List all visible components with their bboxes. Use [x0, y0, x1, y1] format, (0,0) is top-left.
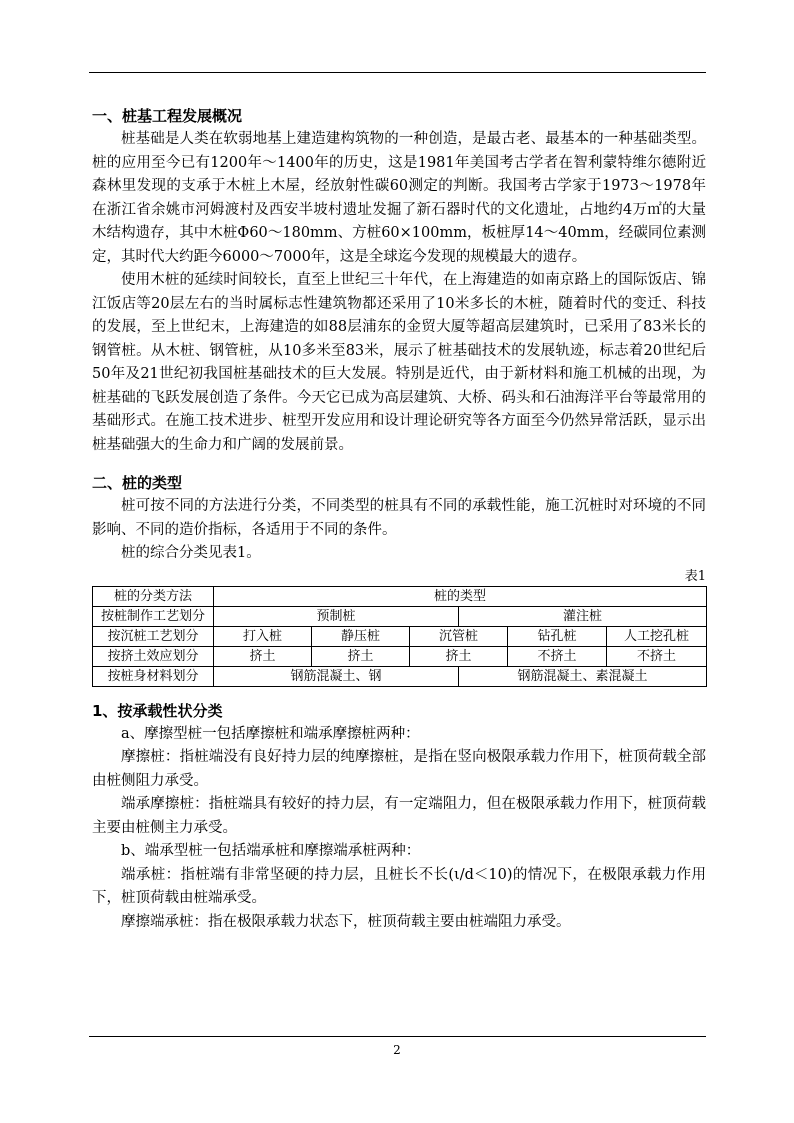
table-cell: 挤土	[214, 646, 312, 666]
table-cell: 桩的分类方法	[93, 586, 214, 606]
table-cell: 沉管桩	[410, 626, 508, 646]
table-cell: 按沉桩工艺划分	[93, 626, 214, 646]
table-caption: 表1	[684, 568, 706, 584]
table-row	[93, 606, 707, 626]
page-number: 2	[393, 1043, 401, 1057]
pile-classification-table	[92, 586, 707, 687]
paragraph: 桩的综合分类见表1。	[121, 545, 261, 561]
paragraph: a、摩擦型桩一包括摩擦桩和端承摩擦桩两种：	[121, 725, 420, 742]
table-cell: 打入桩	[214, 626, 312, 646]
section-heading-bearing-classification: 1、按承载性状分类	[92, 701, 223, 720]
table-cell: 不挤土	[508, 646, 607, 666]
section-heading-pile-types: 二、桩的类型	[92, 474, 183, 492]
document-body	[92, 104, 706, 934]
paragraph: 摩擦端承桩：指在极限承载力状态下，桩顶荷载主要由桩端阻力承受。	[121, 913, 571, 930]
table-cell: 按桩身材料划分	[93, 666, 214, 686]
table-cell: 按桩制作工艺划分	[93, 606, 214, 626]
paragraph: 桩可按不同的方法进行分类，不同类型的桩具有不同的承载性能，施工沉桩时对环境的不同影响、不同的造价指标，各适用于不同的条件。	[92, 498, 706, 538]
header-rule	[89, 72, 706, 73]
paragraph: b、端承型桩一包括端承桩和摩擦端承桩两种：	[121, 843, 421, 859]
table-cell: 人工挖孔桩	[607, 626, 707, 646]
table-cell: 挤土	[312, 646, 410, 666]
table-cell: 预制桩	[214, 606, 459, 626]
table-row	[93, 626, 707, 646]
paragraph: 端承摩擦桩：指桩端具有较好的持力层，有一定端阻力，但在极限承载力作用下，桩顶荷载主要由桩侧主力承受。	[92, 796, 706, 836]
table-row	[93, 666, 707, 686]
table-cell: 挤土	[410, 646, 508, 666]
table-cell: 钢筋混凝土、钢	[214, 666, 459, 686]
table-cell: 静压桩	[312, 626, 410, 646]
table-row	[93, 586, 707, 606]
section-heading-pile-history: 一、桩基工程发展概况	[92, 107, 243, 125]
table-cell: 桩的类型	[214, 586, 707, 606]
table-cell: 按挤土效应划分	[93, 646, 214, 666]
footer-rule	[89, 1036, 706, 1037]
table-cell: 钻孔桩	[508, 626, 607, 646]
table-cell: 不挤土	[607, 646, 707, 666]
table-cell: 钢筋混凝土、素混凝土	[459, 666, 707, 686]
paragraph: 摩擦桩：指桩端没有良好持力层的纯摩擦桩，是指在竖向极限承载力作用下，桩顶荷载全部由桩侧阻力承受。	[92, 749, 706, 789]
table-row	[93, 646, 707, 666]
paragraph: 桩基础是人类在软弱地基上建造建构筑物的一种创造，是最古老、最基本的一种基础类型。桩的应用至今已有1200年～1400年的历史，这是1981年美国考古学者在智利蒙特维尔德附近森林里发现的支承于木桩上木屋，经放射性碳60测定的判断。我国考古学家于1973～1978年在浙江省余姚市河姆渡村及西安半坡村遗址发掘了新石器时代的文化遗址，占地约4万㎡的大量木结构遗存，其中木桩Φ60～180mm、方桩60×100mm，板桩厚14～40mm，经碳同位素测定，其时代大约距今6000～7000年，这是全球迄今发现的规模最大的遗存。	[92, 131, 706, 265]
paragraph: 使用木桩的延续时间较长，直至上世纪三十年代，在上海建造的如南京路上的国际饭店、锦江饭店等20层左右的当时属标志性建筑物都还采用了10米多长的木桩，随着时代的变迁、科技的发展，至上世纪末，上海建造的如88层浦东的金贸大厦等超高层建筑时，已采用了83米长的钢管桩。从木桩、钢管桩，从10多米至83米，展示了桩基础技术的发展轨迹，标志着20世纪后50年及21世纪初我国桩基础技术的巨大发展。特别是近代，由于新材料和施工机械的出现，为桩基础的飞跃发展创造了条件。今天它已成为高层建筑、大桥、码头和石油海洋平台等最常用的基础形式。在施工技术进步、桩型开发应用和设计理论研究等各方面至今仍然异常活跃，显示出桩基础强大的生命力和广阔的发展前景。	[92, 272, 706, 453]
table-cell: 灌注桩	[459, 606, 707, 626]
paragraph: 端承桩：指桩端有非常坚硬的持力层，且桩长不长(ι/d＜10)的情况下，在极限承载力作用下，桩顶荷载由桩端承受。	[92, 866, 706, 906]
